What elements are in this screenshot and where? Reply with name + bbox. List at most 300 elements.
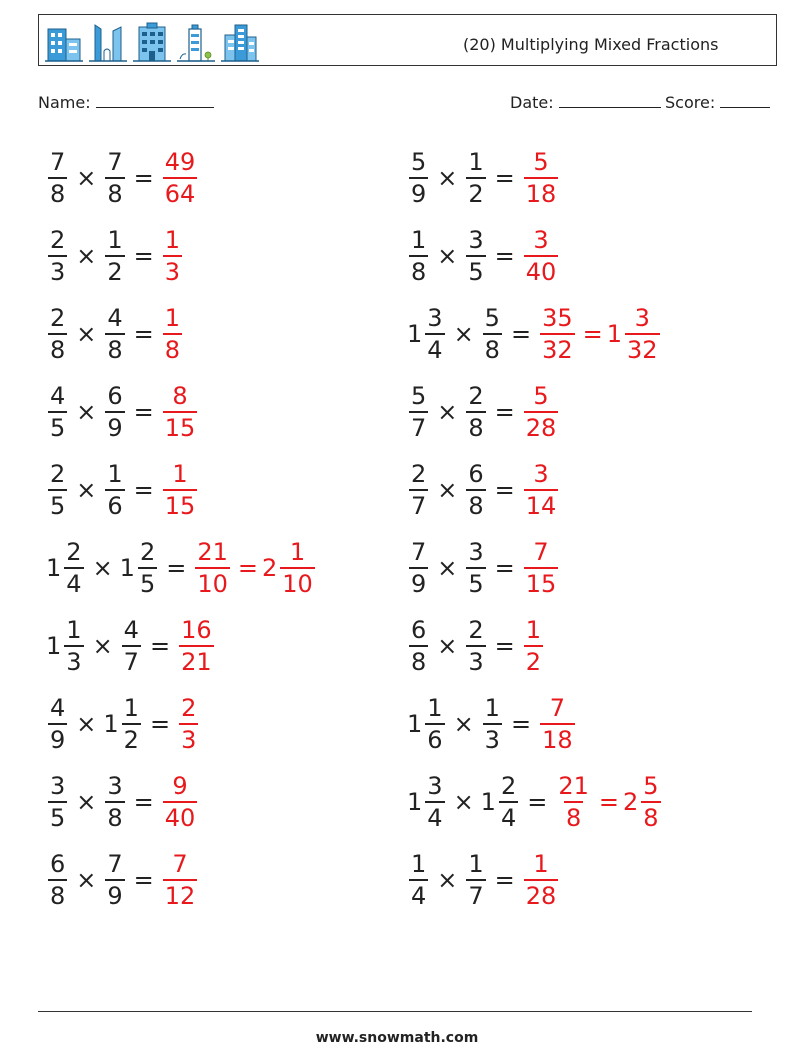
numerator: 3	[427, 772, 443, 800]
equals-sign: =	[494, 554, 515, 582]
numerator: 1	[164, 226, 181, 254]
denominator: 2	[122, 723, 141, 752]
problem-row	[407, 536, 560, 600]
answer-fraction	[161, 462, 200, 518]
times-sign: ×	[437, 866, 458, 894]
problem-row	[46, 458, 199, 522]
answer-fraction	[161, 150, 200, 206]
denominator: 9	[105, 411, 124, 440]
fraction	[179, 618, 214, 674]
denominator: 4	[64, 567, 83, 596]
times-sign: ×	[453, 320, 474, 348]
numerator: 1	[123, 694, 139, 722]
fraction	[466, 462, 485, 518]
numerator: 6	[468, 460, 484, 488]
problem-row	[407, 380, 560, 444]
fraction	[524, 150, 559, 206]
numerator: 3	[50, 772, 66, 800]
denominator: 8	[641, 801, 660, 830]
denominator: 3	[163, 255, 182, 284]
answer-equals-sign: =	[237, 554, 258, 582]
whole-number: 1	[407, 788, 423, 816]
problem-row	[46, 224, 184, 288]
denominator: 3	[48, 255, 67, 284]
factor-a	[46, 228, 69, 284]
fraction	[122, 618, 141, 674]
problem-row	[46, 146, 199, 210]
times-sign: ×	[76, 242, 97, 270]
problem-grid	[46, 146, 766, 926]
name-label: Name:	[38, 93, 91, 112]
factor-a	[46, 384, 69, 440]
fraction	[524, 540, 559, 596]
fraction	[105, 852, 124, 908]
problem-row	[46, 692, 200, 756]
date-blank	[559, 107, 661, 108]
answer-fraction	[522, 228, 561, 284]
fraction	[524, 228, 559, 284]
denominator: 9	[409, 177, 428, 206]
denominator: 3	[179, 723, 198, 752]
problem-row	[46, 380, 199, 444]
problem-row	[407, 692, 577, 756]
numerator: 5	[411, 148, 427, 176]
factor-b	[120, 540, 160, 596]
equals-sign: =	[510, 320, 532, 348]
denominator: 2	[524, 645, 543, 674]
factor-b	[103, 384, 126, 440]
denominator: 8	[466, 411, 485, 440]
denominator: 7	[466, 879, 485, 908]
equals-sign: =	[494, 476, 515, 504]
answer-fraction	[522, 150, 561, 206]
answer-fraction	[522, 540, 561, 596]
numerator: 1	[468, 148, 484, 176]
fraction	[105, 150, 124, 206]
numerator: 4	[107, 304, 123, 332]
worksheet-header	[38, 14, 777, 66]
numerator: 3	[533, 460, 549, 488]
factor-b	[481, 774, 521, 830]
city-buildings-icon	[221, 21, 259, 63]
denominator: 6	[105, 489, 124, 518]
answer-fraction	[538, 306, 577, 362]
times-sign: ×	[453, 788, 474, 816]
denominator: 5	[138, 567, 157, 596]
numerator: 1	[484, 694, 500, 722]
numerator: 5	[411, 382, 427, 410]
factor-b	[464, 462, 487, 518]
fraction	[48, 696, 67, 752]
denominator: 40	[163, 801, 198, 830]
factor-b	[103, 852, 126, 908]
denominator: 2	[105, 255, 124, 284]
denominator: 4	[499, 801, 518, 830]
fraction	[409, 384, 428, 440]
score-field	[665, 93, 770, 112]
factor-b	[103, 462, 126, 518]
times-sign: ×	[92, 632, 113, 660]
denominator: 8	[105, 333, 124, 362]
fraction	[163, 384, 198, 440]
fraction	[540, 306, 575, 362]
fraction	[163, 462, 198, 518]
denominator: 3	[466, 645, 485, 674]
denominator: 5	[48, 411, 67, 440]
numerator: 8	[172, 382, 188, 410]
times-sign: ×	[76, 866, 97, 894]
numerator: 6	[107, 382, 123, 410]
numerator: 1	[107, 460, 123, 488]
numerator: 2	[181, 694, 197, 722]
denominator: 8	[409, 645, 428, 674]
equals-sign: =	[527, 788, 548, 816]
numerator: 9	[172, 772, 188, 800]
fraction	[48, 852, 67, 908]
equals-sign: =	[494, 398, 515, 426]
equals-sign: =	[133, 398, 154, 426]
denominator: 18	[524, 177, 559, 206]
numerator: 1	[289, 538, 306, 566]
worksheet-title: (20) Multiplying Mixed Fractions	[463, 35, 719, 54]
denominator: 40	[524, 255, 559, 284]
factor-b	[103, 150, 126, 206]
denominator: 32	[625, 333, 660, 362]
numerator: 3	[468, 226, 484, 254]
factor-a	[407, 462, 430, 518]
problem-row	[46, 770, 199, 834]
fraction	[483, 696, 502, 752]
times-sign: ×	[92, 554, 113, 582]
numerator: 49	[164, 148, 196, 176]
numerator: 7	[172, 850, 188, 878]
fraction	[163, 852, 198, 908]
score-label: Score:	[665, 93, 716, 112]
fraction	[280, 540, 315, 596]
name-blank	[96, 107, 214, 108]
numerator: 2	[468, 382, 484, 410]
factor-b	[103, 306, 126, 362]
numerator: 7	[533, 538, 549, 566]
denominator: 3	[64, 645, 83, 674]
fraction	[105, 228, 124, 284]
denominator: 7	[122, 645, 141, 674]
fraction	[105, 462, 124, 518]
denominator: 8	[409, 255, 428, 284]
denominator: 8	[466, 489, 485, 518]
whole-number: 1	[103, 710, 119, 738]
fraction	[625, 306, 660, 362]
numerator: 7	[549, 694, 565, 722]
denominator: 10	[195, 567, 230, 596]
times-sign: ×	[76, 398, 97, 426]
fraction	[409, 228, 428, 284]
answer-fraction	[177, 696, 200, 752]
denominator: 5	[48, 801, 67, 830]
denominator: 8	[483, 333, 502, 362]
numerator: 7	[50, 148, 66, 176]
numerator: 2	[50, 460, 66, 488]
fraction	[556, 774, 591, 830]
factor-a	[407, 618, 430, 674]
answer-mixed-number	[607, 306, 662, 362]
equals-sign: =	[133, 164, 154, 192]
numerator: 3	[427, 304, 443, 332]
times-sign: ×	[437, 398, 458, 426]
fraction	[409, 852, 428, 908]
fraction	[483, 306, 502, 362]
answer-equals-sign: =	[582, 320, 603, 348]
numerator: 1	[66, 616, 82, 644]
factor-a	[407, 774, 447, 830]
fraction	[409, 150, 428, 206]
denominator: 8	[48, 333, 67, 362]
denominator: 3	[483, 723, 502, 752]
denominator: 8	[105, 801, 124, 830]
denominator: 9	[105, 879, 124, 908]
denominator: 2	[466, 177, 485, 206]
fraction	[466, 852, 485, 908]
factor-b	[103, 696, 143, 752]
fraction	[409, 462, 428, 518]
problem-row	[407, 146, 560, 210]
denominator: 18	[540, 723, 575, 752]
fraction	[425, 774, 444, 830]
factor-a	[46, 696, 69, 752]
numerator: 6	[411, 616, 427, 644]
numerator: 2	[411, 460, 427, 488]
whole-number: 2	[623, 788, 639, 816]
numerator: 4	[50, 382, 66, 410]
numerator: 2	[139, 538, 156, 566]
equals-sign: =	[133, 866, 154, 894]
numerator: 2	[66, 538, 82, 566]
equals-sign: =	[133, 242, 154, 270]
denominator: 9	[48, 723, 67, 752]
factor-a	[46, 774, 69, 830]
office-building-icon	[45, 21, 83, 63]
factor-b	[464, 228, 487, 284]
equals-sign: =	[166, 554, 187, 582]
numerator: 1	[411, 850, 427, 878]
equals-sign: =	[510, 710, 532, 738]
denominator: 8	[48, 879, 67, 908]
fraction	[163, 774, 198, 830]
denominator: 15	[163, 411, 198, 440]
answer-fraction	[538, 696, 577, 752]
numerator: 5	[533, 148, 549, 176]
denominator: 28	[524, 879, 559, 908]
factor-a	[407, 228, 430, 284]
equals-sign: =	[149, 710, 171, 738]
whole-number: 1	[480, 788, 496, 816]
numerator: 1	[107, 226, 123, 254]
fraction	[105, 306, 124, 362]
fraction	[524, 462, 559, 518]
whole-number: 2	[262, 554, 278, 582]
denominator: 15	[163, 489, 198, 518]
problem-row	[407, 302, 662, 366]
fraction	[524, 618, 543, 674]
factor-b	[464, 384, 487, 440]
numerator: 1	[525, 616, 542, 644]
denominator: 8	[564, 801, 583, 830]
denominator: 6	[425, 723, 444, 752]
denominator: 7	[409, 489, 428, 518]
times-sign: ×	[76, 788, 97, 816]
times-sign: ×	[437, 164, 458, 192]
fraction	[48, 774, 67, 830]
equals-sign: =	[149, 632, 171, 660]
numerator: 4	[50, 694, 66, 722]
score-blank	[720, 107, 770, 108]
denominator: 21	[179, 645, 214, 674]
answer-fraction	[554, 774, 593, 830]
factor-b	[103, 228, 126, 284]
problem-row	[407, 770, 663, 834]
numerator: 16	[181, 616, 212, 644]
name-field	[38, 93, 214, 112]
factor-a	[46, 150, 69, 206]
fraction	[466, 150, 485, 206]
factor-a	[407, 150, 430, 206]
numerator: 2	[468, 616, 484, 644]
fraction	[425, 306, 444, 362]
times-sign: ×	[437, 554, 458, 582]
denominator: 4	[409, 879, 428, 908]
answer-fraction	[522, 618, 545, 674]
fraction	[179, 696, 198, 752]
whole-number: 1	[46, 632, 62, 660]
denominator: 8	[163, 333, 182, 362]
answer-fraction	[161, 306, 184, 362]
times-sign: ×	[76, 320, 97, 348]
fraction	[466, 540, 485, 596]
numerator: 5	[533, 382, 549, 410]
fraction	[163, 306, 182, 362]
answer-fraction	[161, 384, 200, 440]
equals-sign: =	[133, 320, 154, 348]
fraction	[409, 540, 428, 596]
problem-row	[46, 302, 184, 366]
answer-fraction	[161, 852, 200, 908]
numerator: 21	[558, 772, 589, 800]
problem-row	[407, 614, 545, 678]
problem-row	[407, 224, 560, 288]
numerator: 1	[468, 850, 484, 878]
times-sign: ×	[76, 476, 97, 504]
fraction	[466, 228, 485, 284]
numerator: 1	[172, 460, 188, 488]
whole-number: 1	[46, 554, 62, 582]
numerator: 2	[500, 772, 517, 800]
problem-row	[46, 848, 199, 912]
answer-fraction	[161, 228, 184, 284]
fraction	[64, 540, 83, 596]
numerator: 5	[484, 304, 500, 332]
factor-b	[481, 306, 504, 362]
fraction	[163, 228, 182, 284]
fraction	[105, 384, 124, 440]
answer-equals-sign: =	[598, 788, 619, 816]
denominator: 7	[409, 411, 428, 440]
fraction	[163, 150, 198, 206]
fraction	[425, 696, 444, 752]
factor-b	[464, 618, 487, 674]
date-field	[510, 93, 661, 112]
equals-sign: =	[133, 476, 154, 504]
numerator: 1	[164, 304, 181, 332]
denominator: 28	[524, 411, 559, 440]
factor-b	[103, 774, 126, 830]
answer-fraction	[522, 852, 561, 908]
fraction	[409, 618, 428, 674]
numerator: 21	[197, 538, 228, 566]
equals-sign: =	[494, 866, 515, 894]
factor-a	[46, 462, 69, 518]
whole-number: 1	[407, 710, 423, 738]
fraction	[105, 774, 124, 830]
factor-b	[481, 696, 504, 752]
numerator: 7	[107, 850, 123, 878]
problem-row	[407, 458, 560, 522]
numerator: 7	[411, 538, 427, 566]
factor-b	[464, 540, 487, 596]
denominator: 5	[48, 489, 67, 518]
denominator: 8	[48, 177, 67, 206]
denominator: 4	[425, 333, 444, 362]
numerator: 7	[107, 148, 123, 176]
factor-a	[46, 618, 86, 674]
problem-row	[46, 536, 317, 600]
fraction	[641, 774, 660, 830]
times-sign: ×	[437, 632, 458, 660]
numerator: 6	[50, 850, 66, 878]
denominator: 5	[466, 255, 485, 284]
denominator: 4	[425, 801, 444, 830]
answer-mixed-number	[623, 774, 663, 830]
denominator: 10	[280, 567, 315, 596]
denominator: 12	[163, 879, 198, 908]
factor-a	[46, 852, 69, 908]
fraction	[48, 306, 67, 362]
header-icons	[45, 21, 259, 63]
numerator: 3	[468, 538, 484, 566]
date-label: Date:	[510, 93, 554, 112]
numerator: 35	[542, 304, 573, 332]
equals-sign: =	[494, 632, 515, 660]
whole-number: 1	[407, 320, 423, 348]
factor-a	[407, 540, 430, 596]
times-sign: ×	[437, 476, 458, 504]
numerator: 3	[634, 304, 650, 332]
denominator: 15	[524, 567, 559, 596]
problem-row	[407, 848, 560, 912]
numerator: 3	[107, 772, 123, 800]
fraction	[466, 618, 485, 674]
times-sign: ×	[437, 242, 458, 270]
factor-a	[407, 384, 430, 440]
factor-a	[407, 852, 430, 908]
apartment-building-icon	[133, 21, 171, 63]
fraction	[499, 774, 518, 830]
fraction	[122, 696, 141, 752]
denominator: 32	[540, 333, 575, 362]
denominator: 14	[524, 489, 559, 518]
equals-sign: =	[133, 788, 154, 816]
equals-sign: =	[494, 164, 515, 192]
factor-a	[46, 306, 69, 362]
